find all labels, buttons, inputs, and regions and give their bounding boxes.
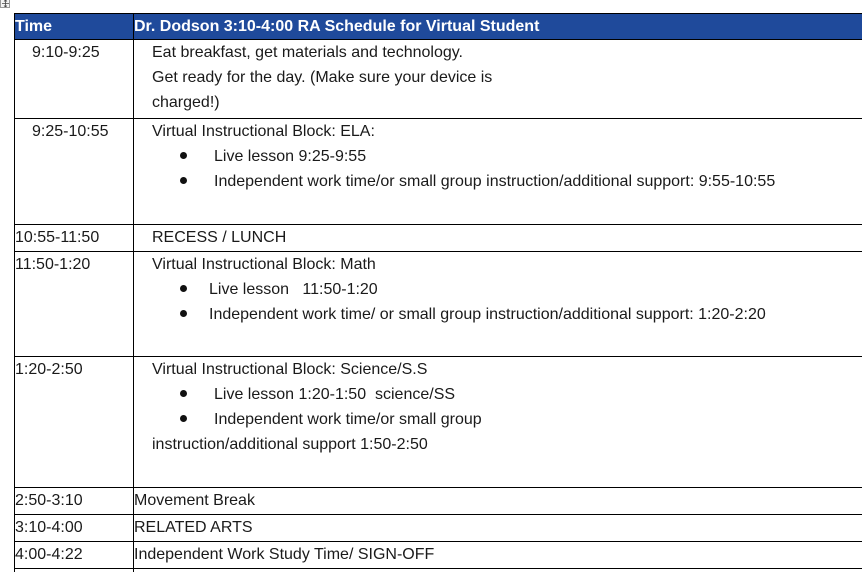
- bullet-icon: [180, 177, 187, 184]
- bullet-list: [152, 144, 862, 194]
- header-time: Time: [15, 14, 134, 40]
- bullet-icon: [180, 285, 187, 292]
- time-cell: 9:10-9:25: [15, 40, 134, 119]
- bullet-text: Live lesson 11:50-1:20: [209, 281, 378, 298]
- activity-cell: [134, 40, 862, 119]
- table-row: [15, 225, 862, 252]
- time-cell: 3:10-4:00: [15, 515, 134, 542]
- table-row: [15, 542, 862, 569]
- time-cell: [15, 569, 134, 572]
- activity-cell: Independent Work Study Time/ SIGN-OFF: [134, 542, 862, 569]
- activity-cell: Movement Break: [134, 488, 862, 515]
- activity-line: Eat breakfast, get materials and technology.: [152, 44, 463, 61]
- time-cell: 9:25-10:55: [15, 119, 134, 225]
- bullet-text: Independent work time/or small group: [214, 411, 482, 428]
- bullet-item: [152, 382, 862, 407]
- time-cell: 2:50-3:10: [15, 488, 134, 515]
- table-row: [15, 515, 862, 542]
- bullet-item: [152, 169, 862, 194]
- bullet-item: [152, 277, 862, 302]
- table-row: [15, 252, 862, 357]
- bullet-icon: [180, 152, 187, 159]
- bullet-item: [152, 144, 862, 169]
- bullet-icon: [180, 415, 187, 422]
- bullet-continuation: instruction/additional support 1:50-2:50: [152, 436, 428, 453]
- bullet-item: [152, 302, 862, 327]
- activity-cell: [134, 357, 862, 488]
- activity-line: Get ready for the day. (Make sure your device is: [152, 69, 493, 86]
- bullet-icon: [180, 310, 187, 317]
- time-cell: 11:50-1:20: [15, 252, 134, 357]
- table-row: [15, 569, 862, 572]
- time-cell: 4:00-4:22: [15, 542, 134, 569]
- bullet-text: Independent work time/ or small group instruction/additional support: 1:20-2:20: [209, 306, 766, 323]
- header-schedule-title: Dr. Dodson 3:10-4:00 RA Schedule for Virtual Student: [134, 14, 862, 40]
- bullet-list: [152, 382, 862, 432]
- table-row: [15, 119, 862, 225]
- bullet-text: Live lesson 9:25-9:55: [214, 148, 367, 165]
- activity-line: charged!): [152, 94, 220, 111]
- block-title: Virtual Instructional Block: ELA:: [152, 123, 375, 140]
- time-cell: 10:55-11:50: [15, 225, 134, 252]
- bullet-list: [152, 277, 862, 327]
- bullet-icon: [180, 390, 187, 397]
- activity-cell: [134, 569, 862, 572]
- bullet-item: [152, 407, 862, 432]
- block-title: Virtual Instructional Block: Science/S.S: [152, 361, 428, 378]
- time-cell: 1:20-2:50: [15, 357, 134, 488]
- bullet-text: Independent work time/or small group instruction/additional support: 9:55-10:55: [214, 173, 776, 190]
- table-row: [15, 357, 862, 488]
- table-move-handle-icon[interactable]: [0, 0, 10, 8]
- table-row: [15, 40, 862, 119]
- schedule-table: [14, 13, 862, 572]
- activity-cell: RELATED ARTS: [134, 515, 862, 542]
- table-header-row: [15, 14, 862, 40]
- activity-cell: RECESS / LUNCH: [134, 225, 862, 252]
- activity-cell: [134, 252, 862, 357]
- block-title: Virtual Instructional Block: Math: [152, 256, 376, 273]
- activity-cell: [134, 119, 862, 225]
- bullet-text: Live lesson 1:20-1:50 science/SS: [214, 386, 456, 403]
- table-row: [15, 488, 862, 515]
